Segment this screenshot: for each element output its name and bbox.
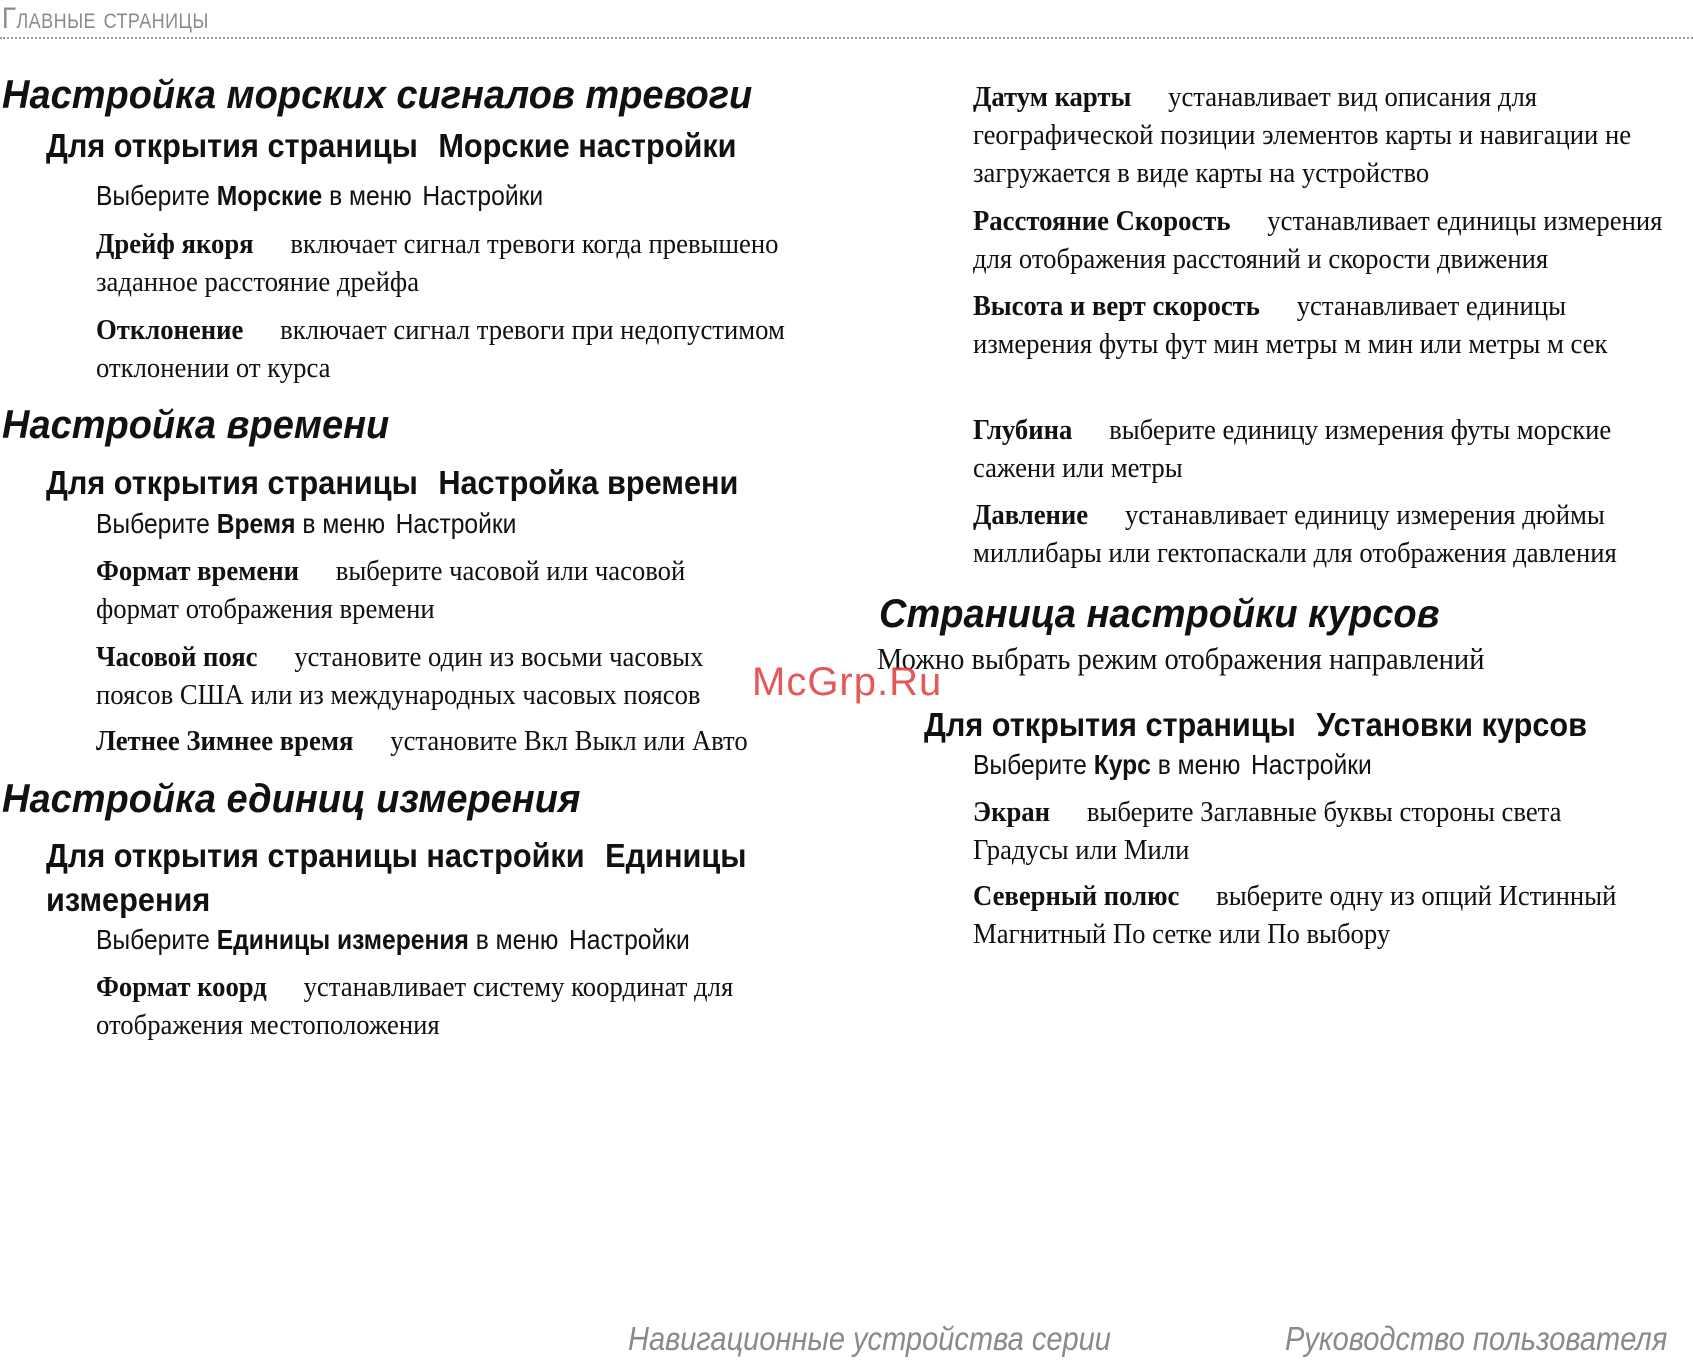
running-header-title: Главные страницы bbox=[2, 2, 209, 35]
setting-description: установите один из восьми часовых поясов США или из международных часовых поясов bbox=[96, 641, 704, 711]
setting-term: Формат времени bbox=[96, 555, 299, 587]
instruction-heading: Выберите Курс в меню Настройки bbox=[973, 749, 1372, 780]
setting-description: устанавливает систему координат для отображения местоположения bbox=[96, 971, 734, 1041]
setting-term: Летнее Зимнее время bbox=[96, 725, 354, 757]
setting-item-display bbox=[973, 793, 1635, 869]
menu-name: Настройки bbox=[395, 508, 517, 539]
watermark-text: McGrp.Ru bbox=[752, 660, 943, 704]
instruction-marine: Выберите Морские в меню Настройки bbox=[96, 180, 544, 211]
setting-term: Расстояние Скорость bbox=[973, 205, 1231, 237]
setting-term: Часовой пояс bbox=[96, 641, 258, 673]
setting-term: Северный полюс bbox=[973, 880, 1180, 912]
setting-term: Датум карты bbox=[973, 81, 1132, 113]
setting-description: включает сигнал тревоги когда превышено заданное расстояние дрейфа bbox=[96, 228, 779, 298]
open-page-target: Установки курсов bbox=[1316, 706, 1588, 743]
setting-item-distance-speed bbox=[973, 202, 1672, 278]
setting-description: устанавливает единицы измерения футы фут мин метры м мин или метры м сек bbox=[973, 290, 1608, 360]
heading-intro-text: Можно выбрать режим отображения направлений bbox=[877, 641, 1485, 676]
setting-item-elevation bbox=[973, 287, 1617, 363]
footer-manual-title: Руководство пользователя bbox=[1285, 1320, 1668, 1357]
setting-item-map-datum bbox=[973, 78, 1654, 192]
setting-description: выберите Заглавные буквы стороны света Градусы или Мили bbox=[973, 796, 1562, 866]
setting-item-position-format bbox=[96, 968, 758, 1044]
setting-term: Дрейф якоря bbox=[96, 228, 254, 260]
menu-item-name: Курс bbox=[1093, 749, 1151, 780]
open-page-heading-units bbox=[46, 834, 790, 922]
setting-description: включает сигнал тревоги при недопустимом отклонении от курса bbox=[96, 314, 785, 384]
menu-item-name: Единицы измерения bbox=[216, 924, 469, 955]
setting-item-depth bbox=[973, 411, 1635, 487]
menu-name: Настройки bbox=[1250, 749, 1372, 780]
setting-description: устанавливает единицы измерения для отображения расстояний и скорости движения bbox=[973, 205, 1663, 275]
footer-series-name: Навигационные устройства серии bbox=[628, 1320, 1111, 1357]
open-page-heading-marine bbox=[46, 124, 737, 168]
setting-description: устанавливает вид описания для географической позиции элементов карты и навигации не загружается в виде карты на устройство bbox=[973, 81, 1632, 189]
setting-term: Отклонение bbox=[96, 314, 244, 346]
setting-item-off-course bbox=[96, 311, 809, 387]
open-page-label: Для открытия страницы bbox=[46, 464, 418, 501]
open-page-label: Для открытия страницы настройки bbox=[46, 837, 585, 874]
setting-term: Глубина bbox=[973, 414, 1073, 446]
setting-description: установите Вкл Выкл или Авто bbox=[390, 725, 748, 757]
setting-description: выберите часовой или часовой формат отображения времени bbox=[96, 555, 686, 625]
instruction-time: Выберите Время в меню Настройки bbox=[96, 508, 517, 539]
setting-description: выберите единицу измерения футы морские сажени или метры bbox=[973, 414, 1612, 484]
menu-name: Настройки bbox=[568, 924, 690, 955]
open-page-label: Для открытия страницы bbox=[924, 706, 1296, 743]
setting-term: Формат коорд bbox=[96, 971, 267, 1003]
open-page-target: Единицы измерения bbox=[46, 837, 747, 918]
setting-item-time-format bbox=[96, 552, 758, 628]
open-page-heading-heading bbox=[924, 703, 1587, 747]
setting-item-north-reference bbox=[973, 877, 1635, 953]
menu-name: Настройки bbox=[422, 180, 544, 211]
section-title-time: Настройка времени bbox=[2, 403, 390, 447]
page-header bbox=[0, 0, 1693, 40]
menu-item-name: Морские bbox=[216, 180, 323, 211]
section-title-units: Настройка единиц измерения bbox=[2, 777, 581, 821]
setting-term: Давление bbox=[973, 499, 1089, 531]
section-title-heading-setup: Страница настройки курсов bbox=[879, 592, 1440, 636]
setting-item-anchor-drift bbox=[96, 225, 804, 301]
menu-item-name: Время bbox=[216, 508, 296, 539]
header-dotted-rule bbox=[0, 37, 1693, 39]
instruction-units: Выберите Единицы измерения в меню Настройки bbox=[96, 924, 690, 955]
setting-item-time-zone bbox=[96, 638, 758, 714]
open-page-label: Для открытия страницы bbox=[46, 127, 418, 164]
section-title-marine-alarms: Настройка морских сигналов тревоги bbox=[2, 73, 753, 117]
setting-item-pressure bbox=[973, 496, 1635, 572]
open-page-heading-time bbox=[46, 461, 738, 505]
open-page-target: Морские настройки bbox=[438, 127, 737, 164]
setting-description: устанавливает единицу измерения дюймы миллибары или гектопаскали для отображения давления bbox=[973, 499, 1617, 569]
setting-item-daylight-saving bbox=[96, 722, 748, 760]
open-page-target: Настройка времени bbox=[438, 464, 739, 501]
setting-term: Экран bbox=[973, 796, 1051, 828]
setting-description: выберите одну из опций Истинный Магнитный По сетке или По выбору bbox=[973, 880, 1617, 950]
setting-term: Высота и верт скорость bbox=[973, 290, 1260, 322]
